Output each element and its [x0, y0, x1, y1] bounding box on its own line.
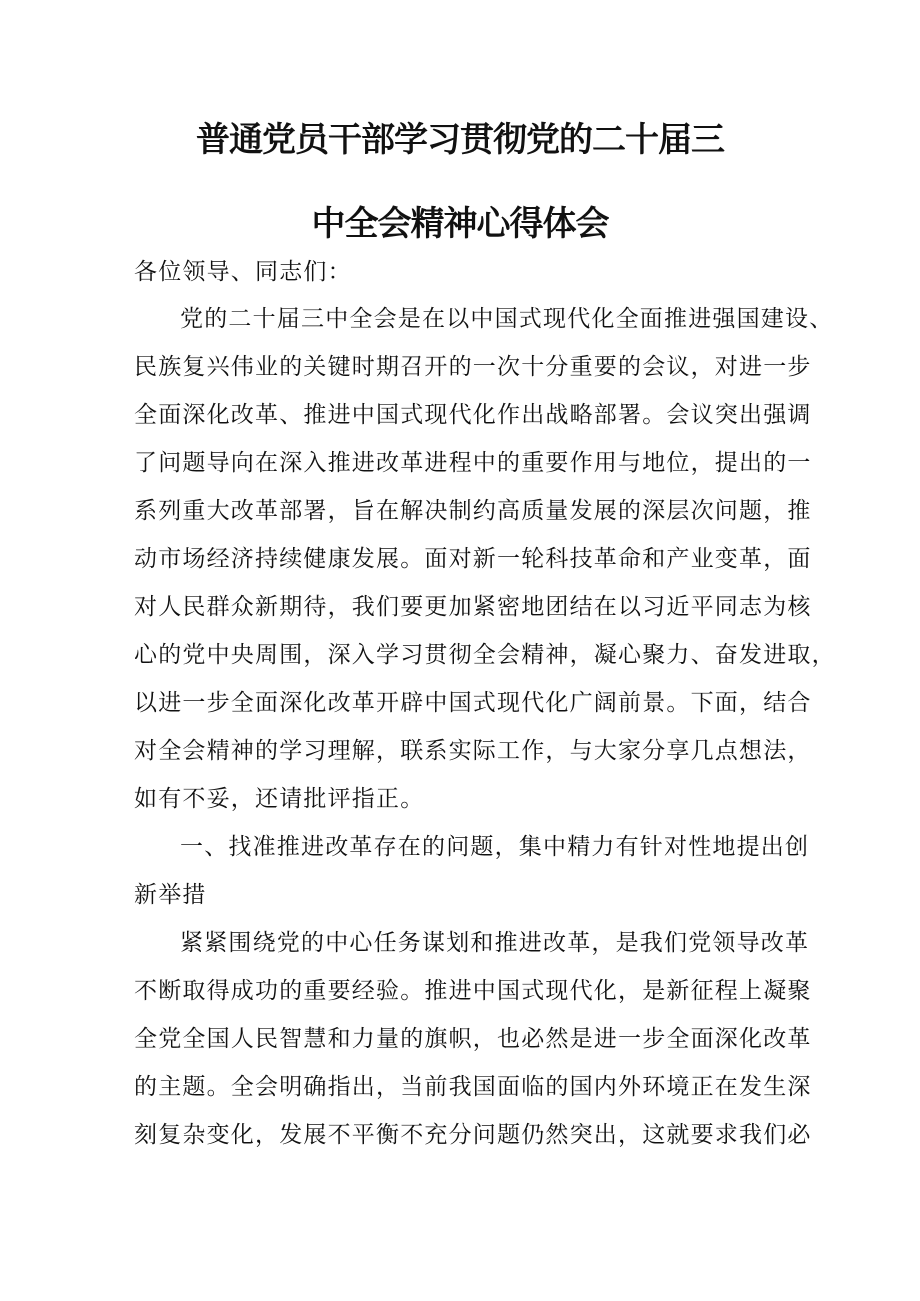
paragraph-1-line: 了问题导向在深入推进改革进程中的重要作用与地位，提出的一	[134, 450, 812, 476]
paragraph-1-line: 党的二十届三中全会是在以中国式现代化全面推进强国建设、	[180, 306, 834, 332]
section-heading-1: 一、找准推进改革存在的问题，集中精力有针对性地提出创	[180, 834, 810, 860]
paragraph-1-line: 对全会精神的学习理解，联系实际工作，与大家分享几点想法，	[134, 738, 812, 764]
paragraph-2-line: 不断取得成功的重要经验。推进中国式现代化，是新征程上凝聚	[134, 978, 812, 1004]
paragraph-1-line: 心的党中央周围，深入学习贯彻全会精神，凝心聚力、奋发进取，	[134, 642, 836, 668]
paragraph-1-line: 系列重大改革部署，旨在解决制约高质量发展的深层次问题，推	[134, 498, 812, 524]
paragraph-1-line: 以进一步全面深化改革开辟中国式现代化广阔前景。下面，结合	[134, 690, 812, 716]
paragraph-2-line: 的主题。全会明确指出，当前我国面临的国内外环境正在发生深	[134, 1074, 812, 1100]
paragraph-2-line: 刻复杂变化，发展不平衡不充分问题仍然突出，这就要求我们必	[134, 1122, 812, 1148]
paragraph-2-line: 全党全国人民智慧和力量的旗帜，也必然是进一步全面深化改革	[134, 1026, 812, 1052]
document-title-line-1: 普通党员干部学习贯彻党的二十届三	[196, 120, 724, 160]
section-heading-1: 新举措	[134, 882, 207, 908]
paragraph-1-line: 全面深化改革、推进中国式现代化作出战略部署。会议突出强调	[134, 402, 812, 428]
paragraph-1-line: 动市场经济持续健康发展。面对新一轮科技革命和产业变革，面	[134, 546, 812, 572]
document-title-line-2: 中全会精神心得体会	[311, 204, 609, 244]
salutation: 各位领导、同志们：	[134, 259, 352, 285]
paragraph-1-line: 如有不妥，还请批评指正。	[134, 786, 425, 812]
paragraph-1-line: 对人民群众新期待，我们要更加紧密地团结在以习近平同志为核	[134, 594, 812, 620]
paragraph-2-line: 紧紧围绕党的中心任务谋划和推进改革，是我们党领导改革	[180, 930, 810, 956]
paragraph-1-line: 民族复兴伟业的关键时期召开的一次十分重要的会议，对进一步	[134, 354, 812, 380]
